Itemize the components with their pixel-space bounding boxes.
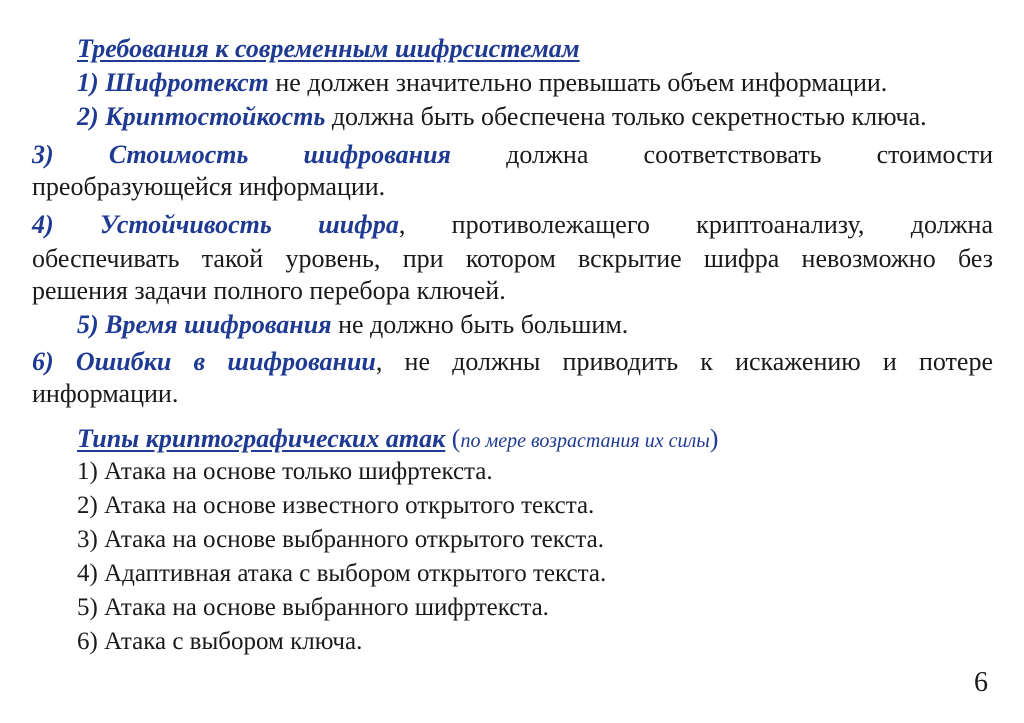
requirement-term: Криптостойкость <box>105 102 326 131</box>
requirement-item-4 <box>32 208 993 242</box>
requirement-item-6-cont: информации. <box>32 379 179 408</box>
requirement-text: не должно быть большим. <box>331 310 629 339</box>
requirement-text: должна быть обеспечена только секретностью ключа. <box>325 102 927 131</box>
requirement-term: Устойчивость шифра <box>100 210 399 239</box>
attack-item: 4) Адаптивная атака с выбором открытого текста. <box>77 560 607 587</box>
requirements-title: Требования к современным шифрсистемам <box>77 34 580 63</box>
requirement-text: , противолежащего криптоанализу, должна <box>398 210 993 239</box>
requirement-term: Стоимость шифрования <box>108 140 451 169</box>
requirement-num: 4) <box>32 210 54 239</box>
requirement-num: 2) <box>77 102 99 131</box>
attack-item: 6) Атака с выбором ключа. <box>77 628 363 655</box>
attack-item: 2) Атака на основе известного открытого текста. <box>77 492 595 519</box>
attacks-note-open: ( <box>445 424 461 453</box>
requirement-item-3 <box>32 138 993 172</box>
requirement-item-1 <box>77 68 887 98</box>
requirement-item-5 <box>77 310 628 340</box>
requirement-term: Шифротекст <box>105 68 269 97</box>
attack-item: 3) Атака на основе выбранного открытого текста. <box>77 526 604 553</box>
requirement-term: Время шифрования <box>105 310 332 339</box>
attack-item: 1) Атака на основе только шифртекста. <box>77 458 493 485</box>
attacks-note-close: ) <box>709 424 719 453</box>
requirement-text: должна соответствовать стоимости <box>450 140 994 169</box>
requirement-text: не должен значительно превышать объем информации. <box>268 68 888 97</box>
requirement-num: 3) <box>32 140 54 169</box>
requirement-num: 1) <box>77 68 99 97</box>
requirement-num: 5) <box>77 310 99 339</box>
requirement-term: Ошибки в шифровании <box>75 347 376 376</box>
requirement-num: 6) <box>32 347 54 376</box>
attacks-title: Типы криптографических атак <box>77 424 446 453</box>
requirement-item-4-cont: решения задачи полного перебора ключей. <box>32 276 506 305</box>
requirement-item-3-cont: преобразующейся информации. <box>32 172 386 201</box>
requirement-text: , не должны приводить к искажению и потере <box>375 347 994 376</box>
requirement-item-4-cont: обеспечивать такой уровень, при котором вскрытие шифра невозможно без <box>32 244 993 273</box>
requirement-item-2 <box>77 102 927 132</box>
attacks-note: по мере возрастания их силы <box>460 430 710 452</box>
attacks-heading <box>77 424 718 454</box>
page-number: 6 <box>974 667 988 698</box>
requirement-item-6 <box>32 345 993 379</box>
attack-item: 5) Атака на основе выбранного шифртекста. <box>77 594 549 621</box>
